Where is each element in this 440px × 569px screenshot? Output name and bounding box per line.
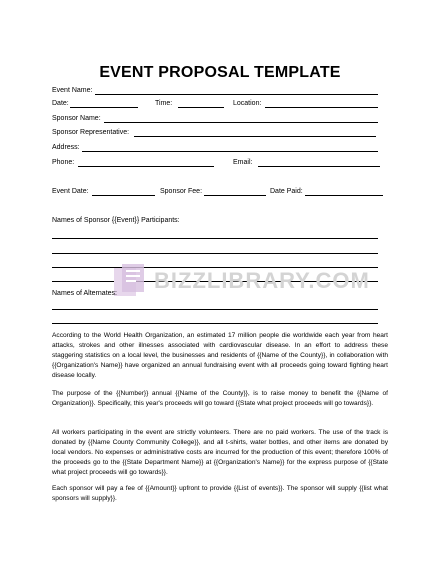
- alternates-line-1: [52, 309, 378, 310]
- bizzlibrary-logo-icon: [112, 264, 146, 298]
- sponsor-fee-line: [204, 195, 266, 196]
- participants-line-1: [52, 238, 378, 239]
- time-label: Time:: [155, 100, 173, 107]
- phone-label: Phone:: [52, 159, 75, 166]
- sponsor-rep-line: [134, 136, 376, 137]
- paragraph-3: All workers participating in the event are strictly volunteers. There are no paid workers. The use of the track is donated by {{Name County Community College}}, and all t-shirts, water bottles, and other items are donated by local vendors. No expenses or administrative costs are incurred for the production of this event; therefore 100% of the proceeds go to the {{State Department Name}} at {{Organization's Name}} for the express purpose of {{State what project proceeds will go towards}}.: [52, 429, 388, 476]
- address-label: Address:: [52, 144, 80, 151]
- sponsor-name-label: Sponsor Name:: [52, 115, 101, 122]
- location-label: Location:: [233, 100, 262, 107]
- email-label: Email:: [233, 159, 253, 166]
- paragraph-1: According to the World Health Organization, an estimated 17 million people die worldwide each year from heart attacks, strokes and other illnesses associated with cardiovascular disease. In an effort to address these staggering statistics on a local level, the businesses and residents of {{Name of the County}}, in collaboration with {{Organization's Name}} have organized an annual fundraising event with all proceeds going toward fighting heart disease locally.: [52, 332, 388, 379]
- page-title: EVENT PROPOSAL TEMPLATE: [99, 64, 341, 81]
- watermark: [112, 262, 370, 302]
- phone-line: [78, 166, 214, 167]
- sponsor-rep-label: Sponsor Representative:: [52, 129, 130, 136]
- paragraph-4: Each sponsor will pay a fee of {{Amount}} upfront to provide {{List of events}}. The sponsor will supply {{list what sponsors will supply}}.: [52, 485, 388, 502]
- address-line: [82, 151, 378, 152]
- date-paid-line: [305, 195, 383, 196]
- event-date-line: [92, 195, 155, 196]
- watermark-text: BIZZLIBRARY.COM: [154, 268, 370, 293]
- sponsor-fee-label: Sponsor Fee:: [160, 188, 203, 195]
- event-name-label: Event Name:: [52, 87, 93, 94]
- alternates-line-2: [52, 323, 378, 324]
- event-date-label: Event Date:: [52, 188, 89, 195]
- paragraph-2: The purpose of the {{Number}} annual {{Name of the County}}, is to raise money to benefit the {{Name of Organization}}. Specifically, this year's proceeds will go toward {{State what project proceeds will go towards}}.: [52, 390, 388, 407]
- alternates-label: Names of Alternates:: [52, 290, 117, 297]
- event-name-line: [95, 94, 378, 95]
- date-paid-label: Date Paid:: [270, 188, 303, 195]
- sponsor-name-line: [104, 122, 378, 123]
- participants-label: Names of Sponsor {{Event}} Participants:: [52, 217, 180, 224]
- date-label: Date:: [52, 100, 69, 107]
- location-line: [265, 107, 378, 108]
- time-line: [178, 107, 224, 108]
- email-line: [258, 166, 380, 167]
- participants-line-2: [52, 253, 378, 254]
- date-line: [70, 107, 138, 108]
